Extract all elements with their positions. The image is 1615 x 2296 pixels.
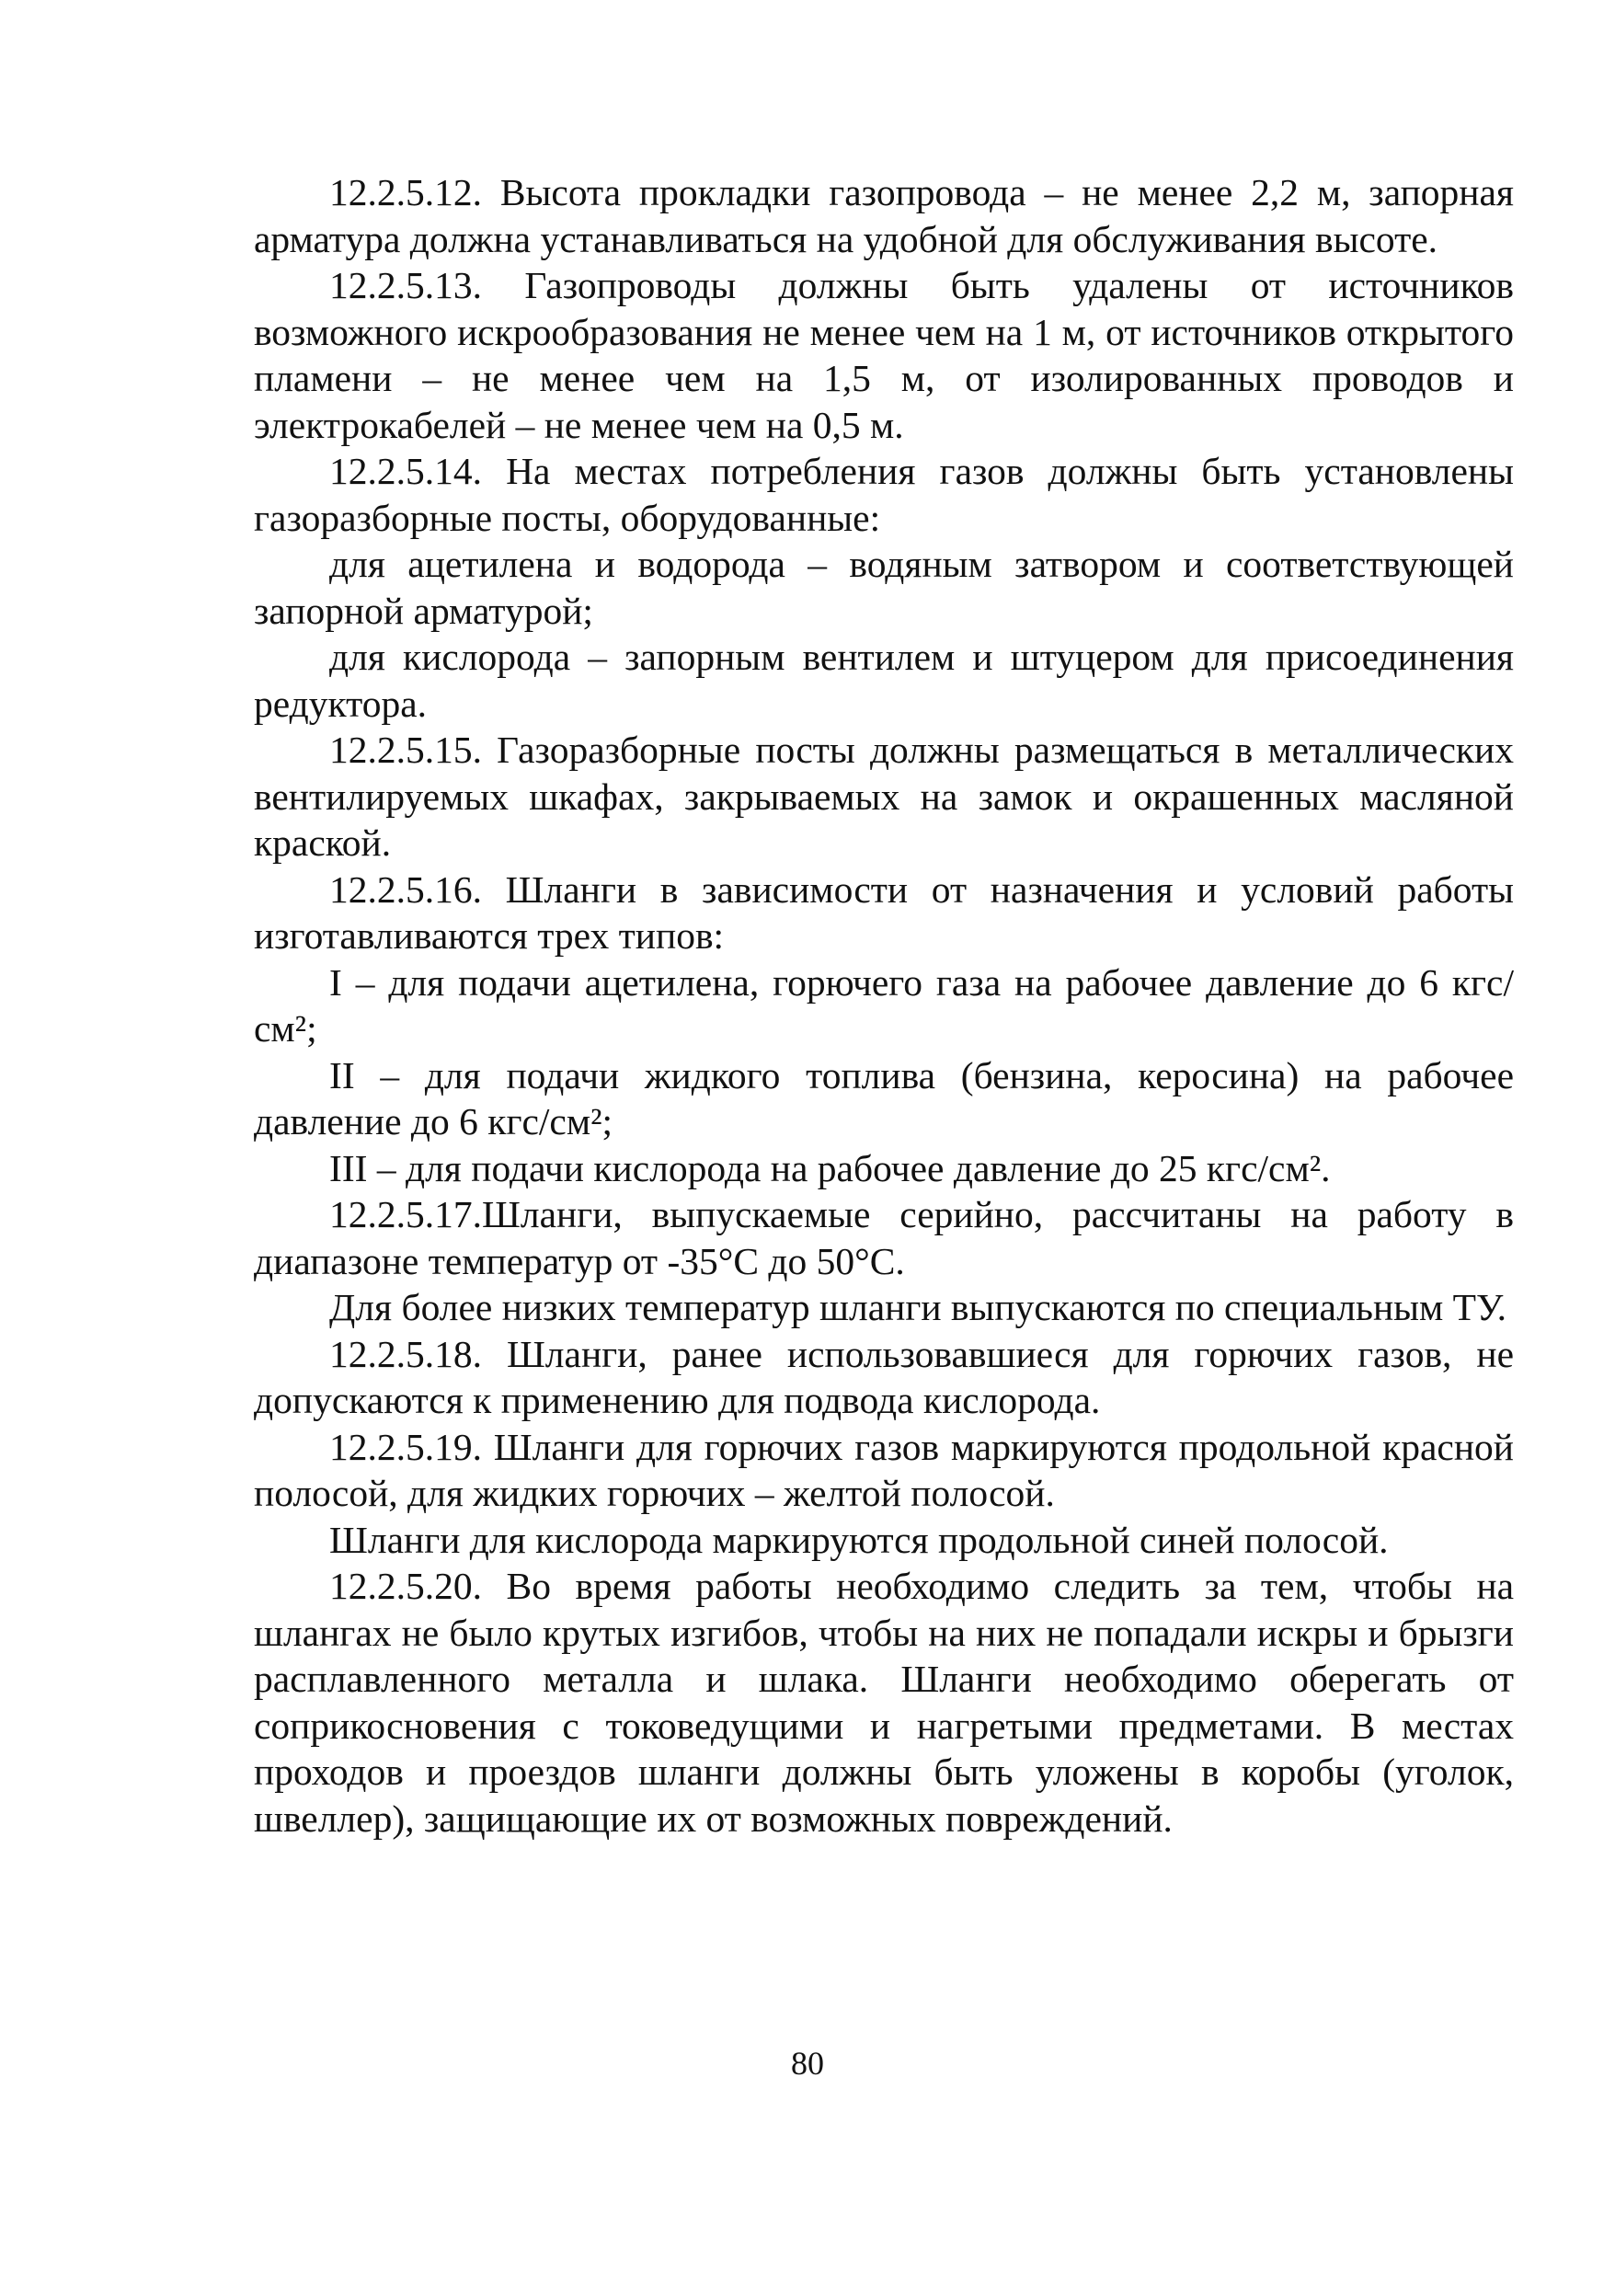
paragraph-12-2-5-14: 12.2.5.14. На местах потребления газов должны быть установлены газоразборные посты, оборудованные: [254, 450, 1514, 539]
paragraph-12-2-5-16: 12.2.5.16. Шланги в зависимости от назначения и условий работы изготавливаются трех типов: [254, 867, 1514, 957]
paragraph-12-2-5-15: 12.2.5.15. Газоразборные посты должны размещаться в металлических вентилируемых шкафах, закрываемых на замок и окрашенных масляной краской. [254, 729, 1514, 864]
paragraph-12-2-5-20: 12.2.5.20. Во время работы необходимо следить за тем, чтобы на шлангах не было крутых изгибов, чтобы на них не попадали искры и брызги расплавленного металла и шлака. Шланги необходимо оберегать от соприкосновения с токоведущими и нагретыми предметами. В местах проходов и проездов шланги должны быть уложены в коробы (уголок, швеллер), защищающие их от возможных повреждений. [254, 1565, 1514, 1840]
body-text [254, 169, 1514, 1842]
list-item-oxygen: для кислорода – запорным вентилем и штуцером для присоединения редуктора. [254, 636, 1514, 725]
paragraph-12-2-5-19: 12.2.5.19. Шланги для горючих газов маркируются продольной красной полосой, для жидких горючих – желтой полосой. [254, 1425, 1514, 1514]
hose-type-1: I – для подачи ацетилена, горючего газа на рабочее давление до 6 кгс/см²; [254, 960, 1514, 1050]
paragraph-12-2-5-12: 12.2.5.12. Высота прокладки газопровода – не менее 2,2 м, запорная арматура должна устанавливаться на удобной для обслуживания высоте. [254, 171, 1514, 260]
paragraph-12-2-5-13: 12.2.5.13. Газопроводы должны быть удалены от источников возможного искрообразования не менее чем на 1 м, от источников открытого пламени – не менее чем на 1,5 м, от изолированных проводов и электрокабелей – не менее чем на 0,5 м. [254, 264, 1514, 446]
hose-type-3: III – для подачи кислорода на рабочее давление до 25 кгс/см². [329, 1146, 1331, 1189]
paragraph-12-2-5-17: 12.2.5.17.Шланги, выпускаемые серийно, рассчитаны на работу в диапазоне температур от -35°С до 50°С. [254, 1193, 1514, 1282]
paragraph-low-temperature: Для более низких температур шланги выпускаются по специальным ТУ. [329, 1286, 1507, 1328]
page-number: 80 [791, 2045, 824, 2082]
paragraph-oxygen-marking: Шланги для кислорода маркируются продольной синей полосой. [329, 1518, 1389, 1561]
hose-type-2: II – для подачи жидкого топлива (бензина, керосина) на рабочее давление до 6 кгс/см²; [254, 1053, 1514, 1142]
list-item-acetylene-hydrogen: для ацетилена и водорода – водяным затвором и соответствующей запорной арматурой; [254, 543, 1514, 632]
paragraph-12-2-5-18: 12.2.5.18. Шланги, ранее использовавшиеся для горючих газов, не допускаются к применению для подвода кислорода. [254, 1332, 1514, 1421]
